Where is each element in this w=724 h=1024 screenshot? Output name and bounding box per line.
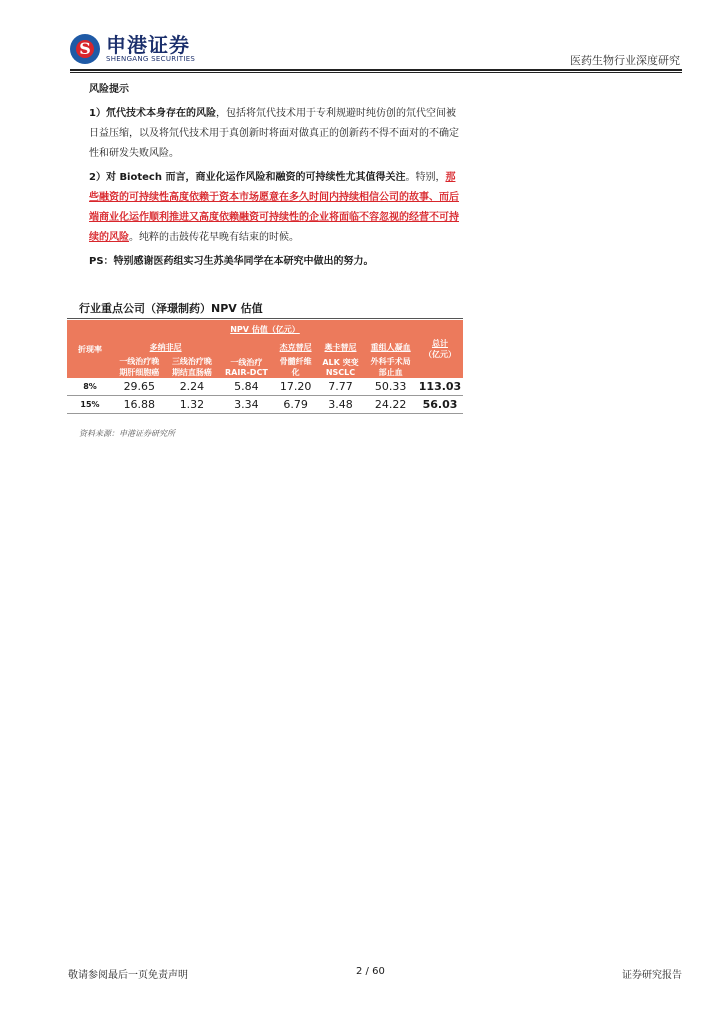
page-number: 2 / 60 xyxy=(356,966,385,977)
rate-cell: 15% xyxy=(67,396,113,414)
value-cell: 2.24 xyxy=(166,378,219,396)
risk-paragraph-1 xyxy=(89,104,461,164)
risk-1-heading: 1）氘代技术本身存在的风险 xyxy=(89,108,216,119)
npv-table xyxy=(67,320,463,414)
acknowledgement: PS：特别感谢医药组实习生苏美华同学在本研究中做出的努力。 xyxy=(89,256,374,267)
header-divider-thin xyxy=(70,72,682,73)
drug-thrombin: 重组人凝血 xyxy=(364,338,417,356)
table-title: 行业重点公司（泽璟制药）NPV 估值 xyxy=(79,302,263,315)
report-type: 医药生物行业深度研究 xyxy=(570,54,680,67)
total-header: 总计 （亿元） xyxy=(417,320,463,378)
page-header xyxy=(70,34,682,72)
disclaimer-note: 敬请参阅最后一页免责声明 xyxy=(68,970,188,981)
logo-icon: S xyxy=(70,34,100,64)
npv-group-header: NPV 估值（亿元） xyxy=(113,320,417,338)
risk-paragraph-2 xyxy=(89,168,461,248)
value-cell: 16.88 xyxy=(113,396,166,414)
risk-2-heading: 2）对 Biotech 而言，商业化运作风险和融资的可持续性尤其值得关注 xyxy=(89,172,406,183)
indication-cell: 一线治疗晚 期肝细胞癌 xyxy=(113,356,166,378)
value-cell: 24.22 xyxy=(364,396,417,414)
report-label: 证券研究报告 xyxy=(622,970,682,981)
table-row xyxy=(67,396,463,414)
risk-2-highlight: 那些融资的可持续性高度依赖于资本市场愿意在多久时间内持续相信公司的故事、而后端商业化运作顺利推进又高度依赖融资可持续性的企业将面临不容忽视的经营不可持续的风险 xyxy=(89,172,459,243)
logo-name-en: SHENGANG SECURITIES xyxy=(106,54,196,63)
company-logo xyxy=(70,34,195,64)
risk-2-tail: 。纯粹的击鼓传花早晚有结束的时候。 xyxy=(129,232,299,243)
value-cell: 6.79 xyxy=(275,396,317,414)
logo-name-cn: 申港证券 xyxy=(106,32,190,57)
header-divider xyxy=(70,69,682,71)
value-cell: 5.84 xyxy=(218,378,274,396)
table-source: 资料来源：申港证券研究所 xyxy=(79,429,175,438)
table-top-rule xyxy=(67,318,463,319)
indication-cell: 三线治疗晚 期结直肠癌 xyxy=(166,356,219,378)
indication-cell: ALK 突变 NSCLC xyxy=(317,356,365,378)
drug-blank xyxy=(218,338,274,356)
value-cell: 7.77 xyxy=(317,378,365,396)
total-cell: 56.03 xyxy=(417,396,463,414)
value-cell: 3.48 xyxy=(317,396,365,414)
risk-section xyxy=(89,80,461,252)
indication-cell: 一线治疗 RAIR-DCT xyxy=(218,356,274,378)
drug-jaktinib: 杰克替尼 xyxy=(275,338,317,356)
rate-header: 折现率 xyxy=(67,320,113,378)
rate-cell: 8% xyxy=(67,378,113,396)
table-row xyxy=(67,378,463,396)
drug-donafenib: 多纳非尼 xyxy=(113,338,218,356)
indication-cell: 骨髓纤维 化 xyxy=(275,356,317,378)
value-cell: 3.34 xyxy=(218,396,274,414)
risk-title: 风险提示 xyxy=(89,84,129,95)
indication-cell: 外科手术局 部止血 xyxy=(364,356,417,378)
drug-oxtinib: 奥卡替尼 xyxy=(317,338,365,356)
value-cell: 50.33 xyxy=(364,378,417,396)
risk-2-text: 。特别， xyxy=(405,172,446,183)
value-cell: 1.32 xyxy=(166,396,219,414)
total-cell: 113.03 xyxy=(417,378,463,396)
value-cell: 17.20 xyxy=(275,378,317,396)
risk-1-text: ，包括将氘代技术用于专利规避时纯仿创的氘代空间被日益压缩，以及将氘代技术用于真创新时将面对做真正的创新药不得不面对的不确定性和研发失败风险。 xyxy=(89,108,459,159)
value-cell: 29.65 xyxy=(113,378,166,396)
